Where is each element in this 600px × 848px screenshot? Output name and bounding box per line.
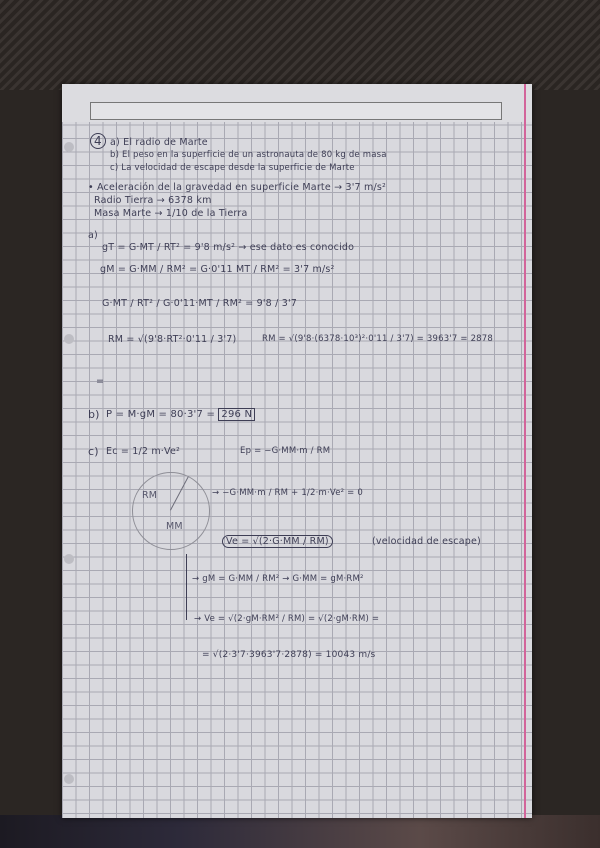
problem-item: c) La velocidad de escape desde la superficie de Marte <box>110 163 355 173</box>
equation-line: RM = √(9'8·RT²·0'11 / 3'7) <box>108 334 237 345</box>
problem-item: b) El peso en la superficie de un astronauta de 80 kg de masa <box>110 150 387 160</box>
data-line: Radio Tierra → 6378 km <box>94 195 212 206</box>
background-bottom <box>0 815 600 848</box>
equation-line: (velocidad de escape) <box>372 536 481 547</box>
final-result: = √(2·3'7·3963'7·2878) = 10043 m/s <box>202 650 376 660</box>
data-line: • Aceleración de la gravedad en superficie Marte → 3'7 m/s² <box>88 182 387 193</box>
notebook-page <box>62 84 532 818</box>
equation-line: gM = G·MM / RM² = G·0'11 MT / RM² = 3'7 m/s² <box>100 264 335 275</box>
arrow-line <box>186 554 187 620</box>
margin-line <box>524 84 526 818</box>
equation-line: → −G·MM·m / RM + 1/2·m·Ve² = 0 <box>212 488 364 498</box>
problem-item: a) El radio de Marte <box>110 137 208 148</box>
data-line: Masa Marte → 1/10 de la Tierra <box>94 208 248 219</box>
diagram-label: MM <box>166 521 183 532</box>
binder-hole <box>64 142 74 152</box>
header-title-box <box>90 102 502 120</box>
equation-line: gT = G·MT / RT² = 9'8 m/s² → ese dato es conocido <box>102 242 355 253</box>
equation-line: Ec = 1/2 m·Ve² <box>106 446 181 457</box>
equation-line: RM = √(9'8·(6378·10³)²·0'11 / 3'7) = 3963'7 = 2878 <box>262 334 494 344</box>
background-top <box>0 0 600 90</box>
diagram-label: RM <box>142 490 158 501</box>
equation-line: Ep = −G·MM·m / RM <box>240 446 331 456</box>
equation-line: → Ve = √(2·gM·RM² / RM) = √(2·gM·RM) = <box>194 614 380 624</box>
equation-line: = <box>96 376 105 387</box>
binder-hole <box>64 774 74 784</box>
part-label: a) <box>88 230 98 241</box>
weight-equation: P = M·gM = 80·3'7 = 296 N <box>106 409 255 420</box>
equation-line: G·MT / RT² / G·0'11·MT / RM² = 9'8 / 3'7 <box>102 298 298 309</box>
binder-hole <box>64 334 74 344</box>
binder-hole <box>64 554 74 564</box>
equation-line: Ve = √(2·G·MM / RM) <box>222 536 333 547</box>
planet-diagram <box>132 472 210 550</box>
part-label: b) <box>88 408 100 421</box>
equation-line: → gM = G·MM / RM² → G·MM = gM·RM² <box>192 574 364 584</box>
part-label: c) <box>88 445 99 458</box>
problem-number: 4 <box>90 136 106 147</box>
weight-result: 296 N <box>218 408 255 421</box>
